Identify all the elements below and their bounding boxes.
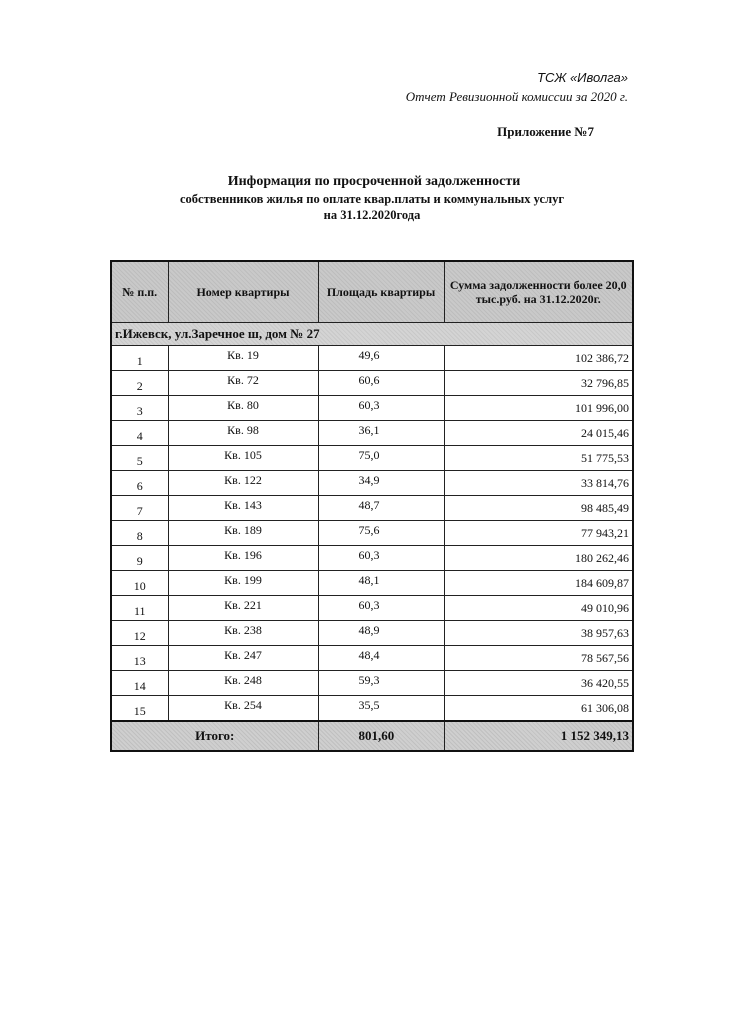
table-row bbox=[111, 546, 633, 571]
table-row bbox=[111, 396, 633, 421]
row-debt: 180 262,46 bbox=[444, 546, 633, 571]
row-apartment: Кв. 80 bbox=[168, 396, 318, 421]
report-title: Отчет Ревизионной комиссии за 2020 г. bbox=[405, 89, 628, 104]
row-apartment: Кв. 199 bbox=[168, 571, 318, 596]
row-number: 11 bbox=[111, 596, 168, 621]
row-apartment: Кв. 248 bbox=[168, 671, 318, 696]
row-debt: 33 814,76 bbox=[444, 471, 633, 496]
row-number: 13 bbox=[111, 646, 168, 671]
row-number: 4 bbox=[111, 421, 168, 446]
row-apartment: Кв. 98 bbox=[168, 421, 318, 446]
col-header-num: № п.п. bbox=[111, 261, 168, 323]
row-debt: 184 609,87 bbox=[444, 571, 633, 596]
table-row bbox=[111, 371, 633, 396]
row-number: 6 bbox=[111, 471, 168, 496]
row-number: 2 bbox=[111, 371, 168, 396]
row-debt: 78 567,56 bbox=[444, 646, 633, 671]
row-number: 12 bbox=[111, 621, 168, 646]
row-debt: 38 957,63 bbox=[444, 621, 633, 646]
table-row bbox=[111, 671, 633, 696]
total-debt: 1 152 349,13 bbox=[444, 721, 633, 751]
row-debt: 61 306,08 bbox=[444, 696, 633, 722]
table-row bbox=[111, 446, 633, 471]
title-line-1: Информация по просроченной задолженности bbox=[227, 174, 521, 189]
document-title bbox=[0, 174, 744, 223]
table-row bbox=[111, 496, 633, 521]
table-header-row bbox=[111, 261, 633, 323]
row-number: 8 bbox=[111, 521, 168, 546]
row-area: 36,1 bbox=[318, 421, 444, 446]
total-area: 801,60 bbox=[318, 721, 444, 751]
row-debt: 98 485,49 bbox=[444, 496, 633, 521]
row-debt: 36 420,55 bbox=[444, 671, 633, 696]
table-row bbox=[111, 471, 633, 496]
row-area: 48,7 bbox=[318, 496, 444, 521]
row-debt: 77 943,21 bbox=[444, 521, 633, 546]
row-area: 75,0 bbox=[318, 446, 444, 471]
row-area: 60,3 bbox=[318, 396, 444, 421]
row-number: 5 bbox=[111, 446, 168, 471]
row-apartment: Кв. 247 bbox=[168, 646, 318, 671]
row-number: 14 bbox=[111, 671, 168, 696]
row-area: 48,4 bbox=[318, 646, 444, 671]
title-line-2: собственников жилья по оплате квар.платы и коммунальных услуг bbox=[179, 192, 565, 206]
row-area: 34,9 bbox=[318, 471, 444, 496]
total-label: Итого: bbox=[111, 721, 318, 751]
row-debt: 49 010,96 bbox=[444, 596, 633, 621]
row-number: 7 bbox=[111, 496, 168, 521]
debt-table bbox=[110, 260, 634, 752]
row-apartment: Кв. 221 bbox=[168, 596, 318, 621]
row-apartment: Кв. 143 bbox=[168, 496, 318, 521]
table-row bbox=[111, 571, 633, 596]
row-apartment: Кв. 72 bbox=[168, 371, 318, 396]
row-debt: 101 996,00 bbox=[444, 396, 633, 421]
row-apartment: Кв. 196 bbox=[168, 546, 318, 571]
row-debt: 32 796,85 bbox=[444, 371, 633, 396]
row-area: 60,3 bbox=[318, 596, 444, 621]
row-area: 59,3 bbox=[318, 671, 444, 696]
row-number: 10 bbox=[111, 571, 168, 596]
total-row bbox=[111, 721, 633, 751]
title-line-3: на 31.12.2020года bbox=[323, 208, 421, 222]
appendix-label: Приложение №7 bbox=[497, 124, 594, 139]
row-apartment: Кв. 19 bbox=[168, 346, 318, 371]
table-row bbox=[111, 346, 633, 371]
table-row bbox=[111, 421, 633, 446]
row-debt: 51 775,53 bbox=[444, 446, 633, 471]
table-row bbox=[111, 696, 633, 722]
row-apartment: Кв. 254 bbox=[168, 696, 318, 722]
organization-name: ТСЖ «Иволга» bbox=[537, 70, 628, 85]
row-area: 48,9 bbox=[318, 621, 444, 646]
row-number: 9 bbox=[111, 546, 168, 571]
row-area: 35,5 bbox=[318, 696, 444, 722]
row-number: 1 bbox=[111, 346, 168, 371]
section-address: г.Ижевск, ул.Заречное ш, дом № 27 bbox=[111, 323, 633, 346]
row-area: 75,6 bbox=[318, 521, 444, 546]
row-debt: 102 386,72 bbox=[444, 346, 633, 371]
col-header-debt: Сумма задолженности более 20,0 тыс.руб. на 31.12.2020г. bbox=[444, 261, 633, 323]
row-number: 15 bbox=[111, 696, 168, 722]
row-apartment: Кв. 122 bbox=[168, 471, 318, 496]
row-area: 60,6 bbox=[318, 371, 444, 396]
table-row bbox=[111, 646, 633, 671]
col-header-apartment: Номер квартиры bbox=[168, 261, 318, 323]
row-apartment: Кв. 189 bbox=[168, 521, 318, 546]
table-row bbox=[111, 621, 633, 646]
row-apartment: Кв. 238 bbox=[168, 621, 318, 646]
row-apartment: Кв. 105 bbox=[168, 446, 318, 471]
row-number: 3 bbox=[111, 396, 168, 421]
row-area: 60,3 bbox=[318, 546, 444, 571]
table-row bbox=[111, 521, 633, 546]
row-area: 49,6 bbox=[318, 346, 444, 371]
table-row bbox=[111, 596, 633, 621]
col-header-area: Площадь квартиры bbox=[318, 261, 444, 323]
section-row bbox=[111, 323, 633, 346]
row-area: 48,1 bbox=[318, 571, 444, 596]
row-debt: 24 015,46 bbox=[444, 421, 633, 446]
